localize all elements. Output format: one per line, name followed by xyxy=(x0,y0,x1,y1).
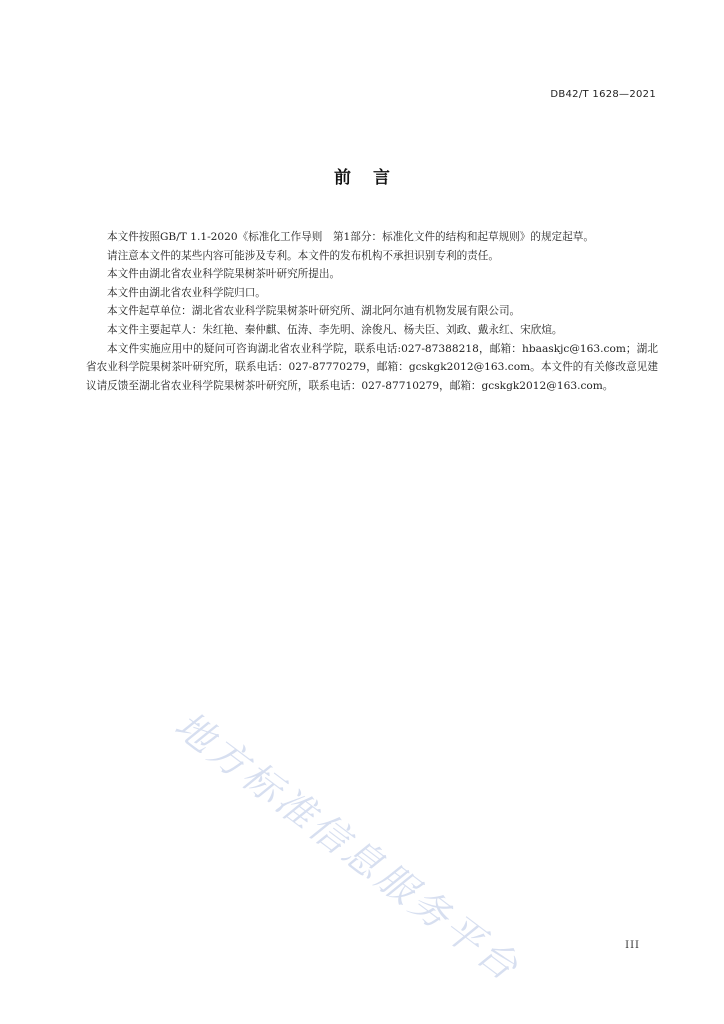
foreword-body xyxy=(86,228,658,395)
paragraph-contact-info: 本文件实施应用中的疑问可咨询湖北省农业科学院，联系电话:027-87388218，邮箱：hbaaskjc@163.com；湖北省农业科学院果树茶叶研究所，联系电话：027-87770279，邮箱：gcskgk2012@163.com。本文件的有关修改意见建议请反馈至湖北省农业科学院果树茶叶研究所，联系电话：027-87710279，邮箱：gcskgk2012@163.com。 xyxy=(86,342,658,392)
paragraph-drafting-units: 本文件起草单位：湖北省农业科学院果树茶叶研究所、湖北阿尔迪有机物发展有限公司。 xyxy=(107,305,521,318)
standard-code: DB42/T 1628—2021 xyxy=(550,89,656,100)
title-char-1: 前 xyxy=(334,168,351,188)
page-number: III xyxy=(625,940,640,951)
title-char-2: 言 xyxy=(373,168,390,188)
paragraph-drafting-rules: 本文件按照GB/T 1.1-2020《标准化工作导则 第1部分：标准化文件的结构和起草规则》的规定起草。 xyxy=(107,231,594,243)
watermark: 地方标准信息服务平台 xyxy=(166,702,529,991)
paragraph-centralized-unit: 本文件由湖北省农业科学院归口。 xyxy=(107,286,266,299)
paragraph-patent-notice: 请注意本文件的某些内容可能涉及专利。本文件的发布机构不承担识别专利的责任。 xyxy=(107,249,499,262)
paragraph-drafters: 本文件主要起草人：朱红艳、秦仲麒、伍涛、李先明、涂俊凡、杨夫臣、刘政、戴永红、宋欣煊。 xyxy=(107,323,563,336)
page-title xyxy=(0,163,724,188)
paragraph-proposer: 本文件由湖北省农业科学院果树茶叶研究所提出。 xyxy=(107,268,341,281)
